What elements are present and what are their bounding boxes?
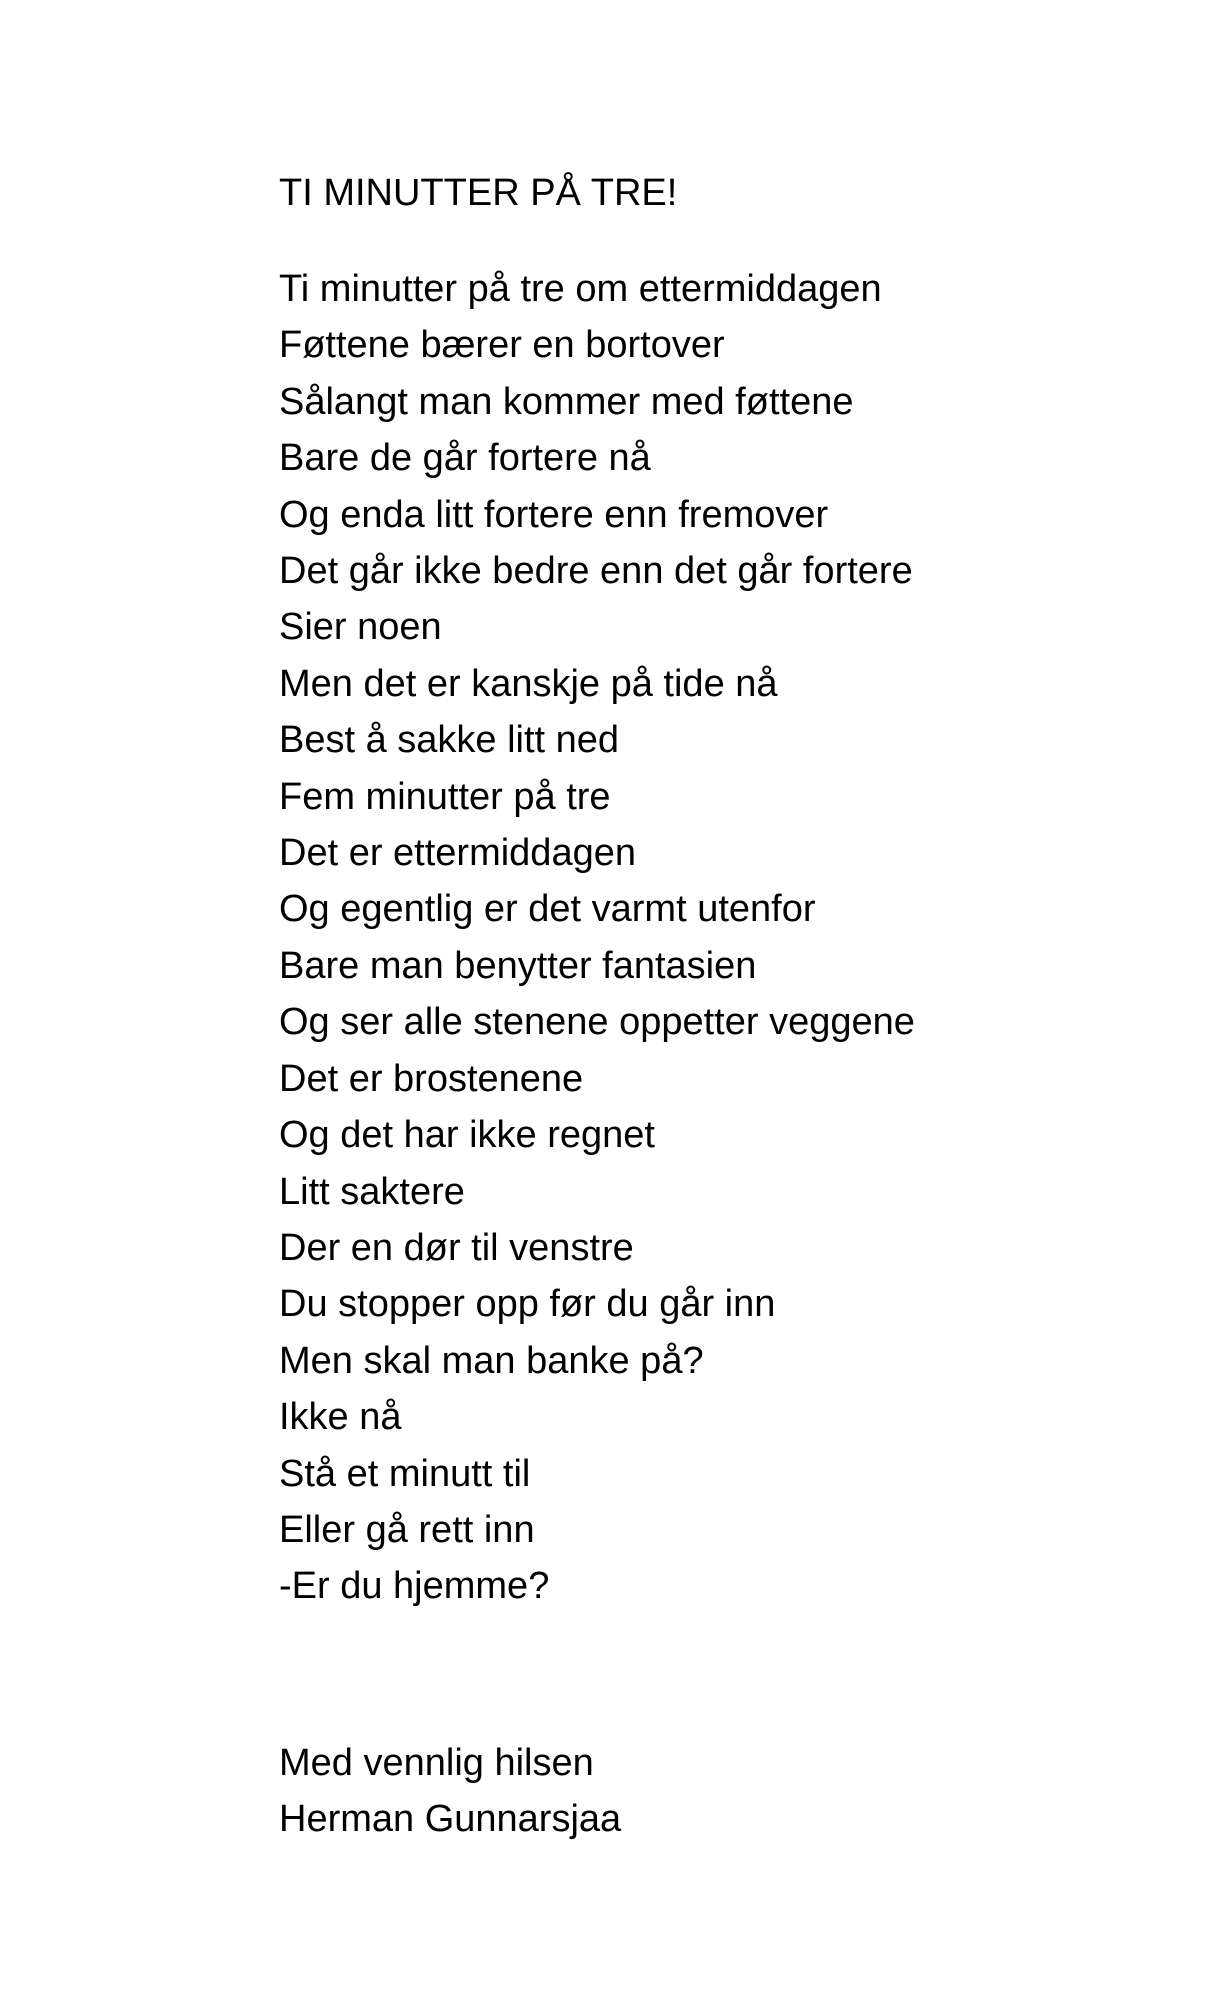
poem-body bbox=[279, 261, 1159, 1615]
poem-line: Sier noen bbox=[279, 606, 442, 649]
signature-block bbox=[279, 1735, 1159, 1848]
poem-line: Fem minutter på tre bbox=[279, 775, 611, 818]
poem-line: Det går ikke bedre enn det går fortere bbox=[279, 550, 913, 593]
poem-line: -Er du hjemme? bbox=[279, 1565, 550, 1608]
author-name: Herman Gunnarsjaa bbox=[279, 1798, 622, 1841]
poem-line: Bare man benytter fantasien bbox=[279, 944, 757, 987]
document-page bbox=[279, 165, 1159, 1848]
poem-line: Og egentlig er det varmt utenfor bbox=[279, 888, 816, 931]
poem-line: Men skal man banke på? bbox=[279, 1339, 704, 1382]
poem-line: Det er ettermiddagen bbox=[279, 832, 636, 875]
poem-line: Eller gå rett inn bbox=[279, 1508, 535, 1551]
page-title: TI MINUTTER PÅ TRE! bbox=[279, 172, 678, 214]
poem-line: Ikke nå bbox=[279, 1396, 402, 1439]
poem-line: Der en dør til venstre bbox=[279, 1226, 634, 1269]
poem-line: Du stopper opp før du går inn bbox=[279, 1283, 776, 1326]
poem-line: Føttene bærer en bortover bbox=[279, 324, 725, 367]
closing-line: Med vennlig hilsen bbox=[279, 1741, 594, 1784]
poem-line: Litt saktere bbox=[279, 1170, 465, 1213]
poem-line: Ti minutter på tre om ettermiddagen bbox=[279, 268, 882, 310]
poem-line: Stå et minutt til bbox=[279, 1452, 531, 1495]
poem-line: Best å sakke litt ned bbox=[279, 719, 620, 762]
poem-line: Og det har ikke regnet bbox=[279, 1114, 655, 1157]
poem-line: Sålangt man kommer med føttene bbox=[279, 380, 854, 423]
poem-line: Bare de går fortere nå bbox=[279, 437, 651, 480]
poem-line: Og ser alle stenene oppetter veggene bbox=[279, 1001, 915, 1044]
poem-line: Men det er kanskje på tide nå bbox=[279, 662, 778, 705]
poem-line: Og enda litt fortere enn fremover bbox=[279, 493, 829, 536]
poem-line: Det er brostenene bbox=[279, 1057, 584, 1100]
